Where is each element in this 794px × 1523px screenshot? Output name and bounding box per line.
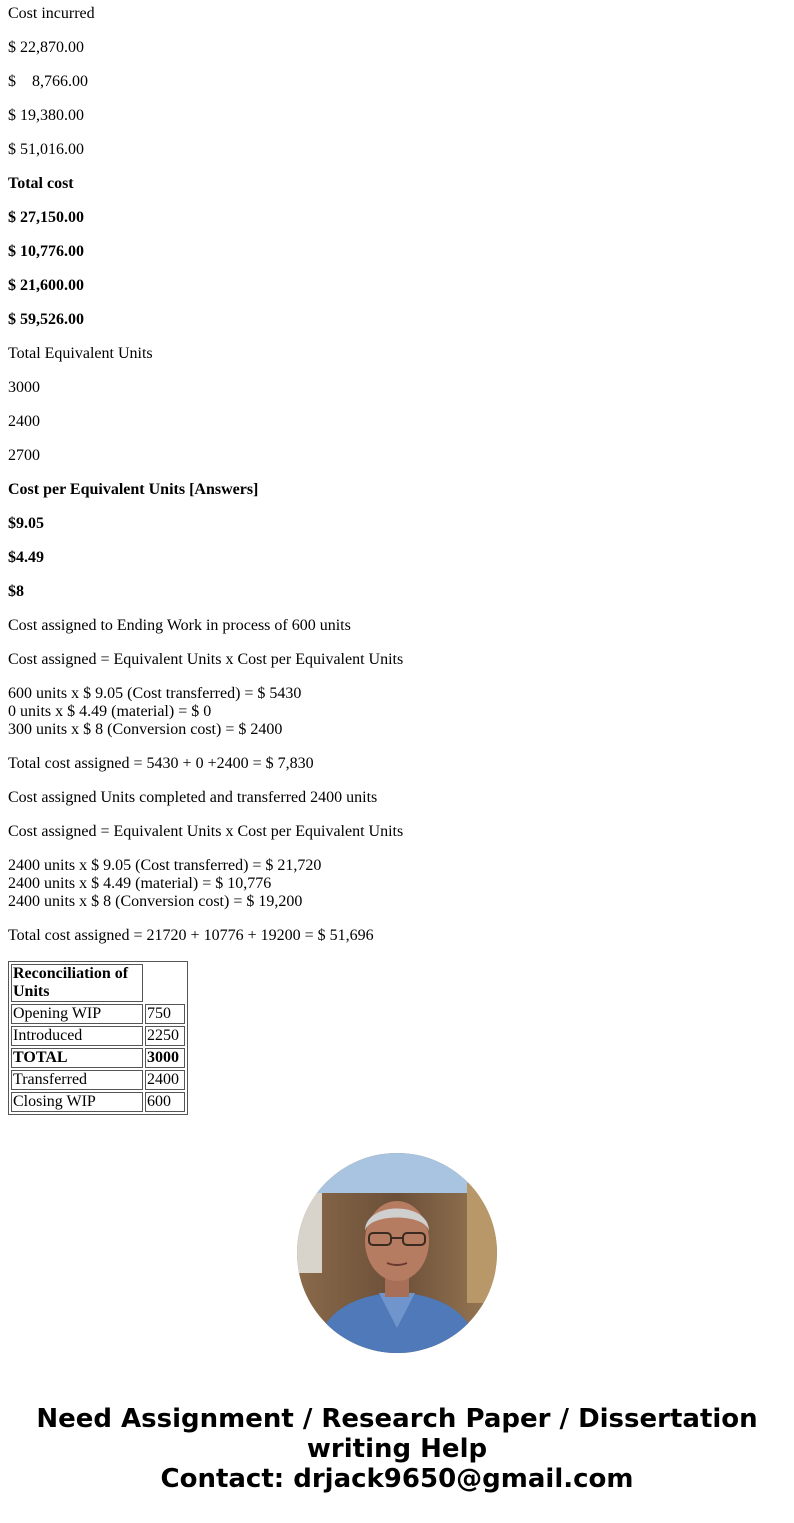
cost-per-eu-value: $8 [8, 583, 24, 600]
transferred-formula: Cost assigned = Equivalent Units x Cost per Equivalent Units [8, 823, 404, 840]
cost-per-eu-heading: Cost per Equivalent Units [Answers] [8, 481, 259, 498]
total-equivalent-units-value: 2700 [8, 447, 40, 464]
calculation-line: 2400 units x $ 8 (Conversion cost) = $ 19,200 [8, 893, 303, 910]
total-equivalent-units-value: 2400 [8, 413, 40, 430]
row-value: 750 [145, 1004, 185, 1024]
calculation-line: 300 units x $ 8 (Conversion cost) = $ 2400 [8, 721, 283, 738]
ending-wip-formula: Cost assigned = Equivalent Units x Cost per Equivalent Units [8, 651, 404, 668]
table-row [11, 1070, 185, 1090]
reconciliation-header [11, 964, 143, 1002]
solution-content [8, 5, 788, 1115]
transferred-heading: Cost assigned Units completed and transferred 2400 units [8, 789, 378, 806]
row-label: Opening WIP [11, 1004, 143, 1024]
total-equivalent-units-heading: Total Equivalent Units [8, 345, 153, 362]
total-cost-value: $ 21,600.00 [8, 277, 84, 294]
table-row [11, 1026, 185, 1046]
cost-incurred-value: $ 51,016.00 [8, 141, 84, 158]
calculation-line: 2400 units x $ 4.49 (material) = $ 10,776 [8, 875, 272, 892]
table-row [11, 1048, 185, 1068]
table-row [11, 1004, 185, 1024]
calculation-line: 0 units x $ 4.49 (material) = $ 0 [8, 703, 212, 720]
empty-cell [145, 964, 185, 1002]
banner-contact-line: Contact: drjack9650@gmail.com [160, 1464, 634, 1494]
row-label: Transferred [11, 1070, 143, 1090]
transferred-calculations [8, 857, 788, 911]
banner-line: writing Help [306, 1434, 488, 1464]
author-photo [297, 1153, 497, 1353]
row-value: 2400 [145, 1070, 185, 1090]
table-header-row [11, 964, 185, 1002]
total-cost-value: $ 59,526.00 [8, 311, 84, 328]
row-value: 3000 [145, 1048, 185, 1068]
cost-per-eu-value: $4.49 [8, 549, 44, 566]
cost-per-eu-value: $9.05 [8, 515, 44, 532]
author-portrait-image [297, 1153, 497, 1353]
row-value: 2250 [145, 1026, 185, 1046]
banner-line: Need Assignment / Research Paper / Dissertation [36, 1404, 758, 1434]
total-cost-value: $ 10,776.00 [8, 243, 84, 260]
row-label: TOTAL [11, 1048, 143, 1068]
ending-wip-heading: Cost assigned to Ending Work in process of 600 units [8, 617, 351, 634]
cost-incurred-value: $ 8,766.00 [8, 73, 88, 90]
calculation-line: 2400 units x $ 9.05 (Cost transferred) = $ 21,720 [8, 857, 322, 874]
ending-wip-total: Total cost assigned = 5430 + 0 +2400 = $ 7,830 [8, 755, 314, 772]
table-row [11, 1092, 185, 1112]
total-equivalent-units-value: 3000 [8, 379, 40, 396]
ending-wip-calculations [8, 685, 788, 739]
row-label: Closing WIP [11, 1092, 143, 1112]
cost-incurred-heading: Cost incurred [8, 5, 95, 22]
reconciliation-header-line: Units [13, 983, 50, 1000]
cost-incurred-value: $ 19,380.00 [8, 107, 84, 124]
row-label: Introduced [11, 1026, 143, 1046]
calculation-line: 600 units x $ 9.05 (Cost transferred) = $ 5430 [8, 685, 302, 702]
contact-banner [0, 1404, 794, 1494]
transferred-total: Total cost assigned = 21720 + 10776 + 19200 = $ 51,696 [8, 927, 374, 944]
total-cost-heading: Total cost [8, 175, 74, 192]
cost-incurred-value: $ 22,870.00 [8, 39, 84, 56]
row-value: 600 [145, 1092, 185, 1112]
total-cost-value: $ 27,150.00 [8, 209, 84, 226]
reconciliation-header-line: Reconciliation of [13, 965, 129, 982]
reconciliation-table [8, 961, 188, 1115]
